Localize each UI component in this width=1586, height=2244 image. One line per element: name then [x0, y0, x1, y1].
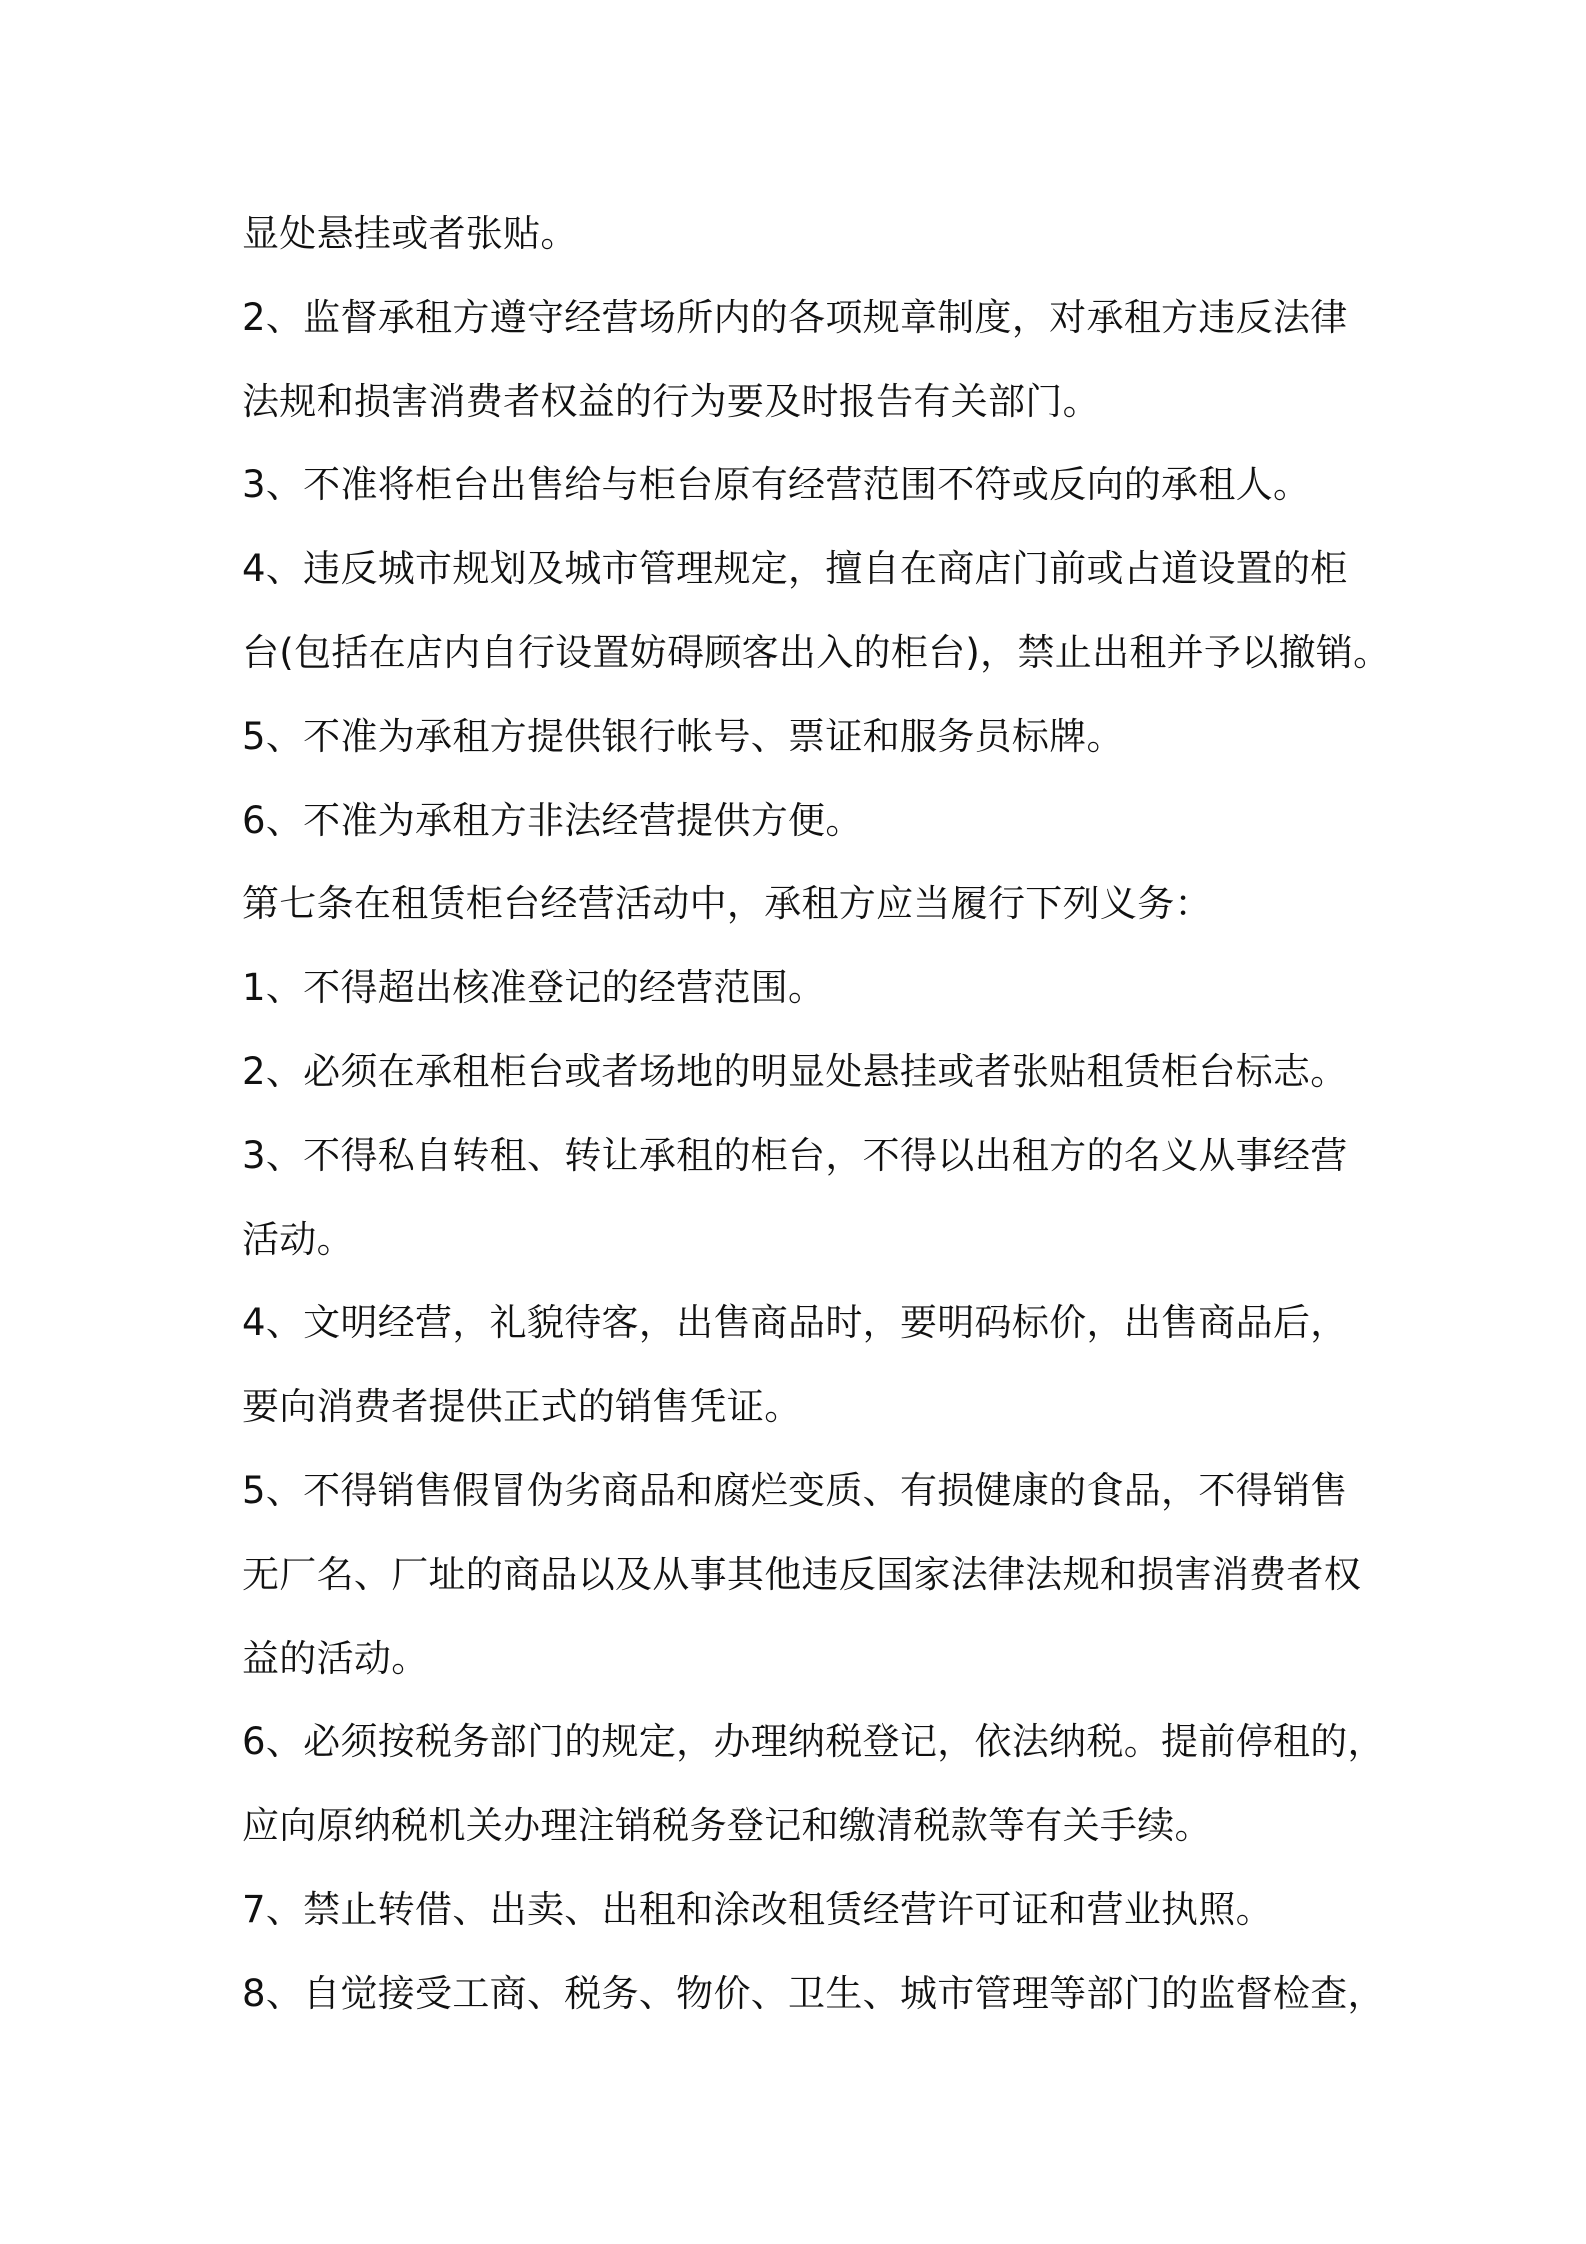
text-line: 2、监督承租方遵守经营场所内的各项规章制度，对承租方违反法律 — [242, 295, 1348, 339]
text-line: 5、不得销售假冒伪劣商品和腐烂变质、有损健康的食品，不得销售 — [242, 1468, 1348, 1512]
text-line: 活动。 — [242, 1217, 354, 1261]
text-line: 2、必须在承租柜台或者场地的明显处悬挂或者张贴租赁柜台标志。 — [242, 1049, 1348, 1093]
text-line: 要向消费者提供正式的销售凭证。 — [242, 1385, 802, 1429]
document-body — [242, 192, 1582, 2036]
text-line: 8、自觉接受工商、税务、物价、卫生、城市管理等部门的监督检查， — [242, 1971, 1385, 2015]
text-line: 台(包括在店内自行设置妨碍顾客出入的柜台)，禁止出租并予以撤销。 — [242, 630, 1391, 674]
text-line: 3、不准将柜台出售给与柜台原有经营范围不符或反向的承租人。 — [242, 463, 1311, 507]
text-line: 1、不得超出核准登记的经营范围。 — [242, 966, 826, 1010]
text-line: 4、文明经营，礼貌待客，出售商品时，要明码标价，出售商品后， — [242, 1301, 1348, 1345]
text-line: 6、必须按税务部门的规定，办理纳税登记，依法纳税。提前停租的， — [242, 1720, 1385, 1764]
text-line: 益的活动。 — [242, 1636, 429, 1680]
text-line: 显处悬挂或者张贴。 — [242, 212, 578, 255]
section-heading: 第七条在租赁柜台经营活动中，承租方应当履行下列义务： — [242, 882, 1212, 926]
text-line: 4、违反城市规划及城市管理规定，擅自在商店门前或占道设置的柜 — [242, 547, 1348, 591]
text-line: 7、禁止转借、出卖、出租和涂改租赁经营许可证和营业执照。 — [242, 1887, 1273, 1931]
text-line: 应向原纳税机关办理注销税务登记和缴清税款等有关手续。 — [242, 1804, 1212, 1848]
text-line: 3、不得私自转租、转让承租的柜台，不得以出租方的名义从事经营 — [242, 1133, 1348, 1177]
text-line: 6、不准为承租方非法经营提供方便。 — [242, 798, 863, 842]
text-line: 无厂名、厂址的商品以及从事其他违反国家法律法规和损害消费者权 — [242, 1552, 1361, 1596]
text-line: 法规和损害消费者权益的行为要及时报告有关部门。 — [242, 379, 1100, 423]
text-line: 5、不准为承租方提供银行帐号、票证和服务员标牌。 — [242, 714, 1124, 758]
